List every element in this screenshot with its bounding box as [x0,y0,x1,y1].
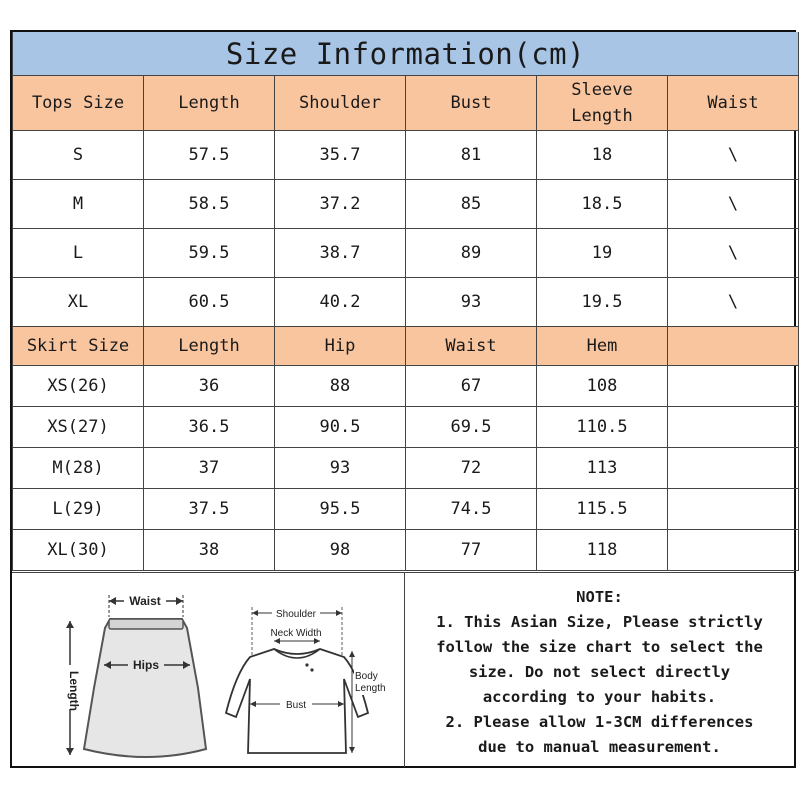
table-cell: 93 [275,448,406,489]
skirt-diagram [62,593,206,757]
table-cell: M(28) [13,448,144,489]
header-sleeve-line-1: Sleeve [571,80,633,100]
table-cell: 88 [275,366,406,407]
table-row [13,229,799,278]
table-cell: 93 [406,278,537,327]
table-cell: 81 [406,131,537,180]
measurement-diagram [12,573,404,767]
skirt-waistband [109,619,183,629]
table-cell: 108 [537,366,668,407]
top-body-label: Body [355,671,378,682]
note-panel [405,573,794,767]
table-cell: S [13,131,144,180]
table-cell: 35.7 [275,131,406,180]
table-row [13,366,799,407]
table-row [13,180,799,229]
table-cell: 67 [406,366,537,407]
skirt-waist-label: Waist [129,594,161,608]
table-cell: 72 [406,448,537,489]
table-cell: \ [668,229,799,278]
header-shoulder: Shoulder [275,76,406,131]
table-cell: L(29) [13,489,144,530]
table-cell: 37.5 [144,489,275,530]
header-waist: Waist [668,76,799,131]
bottom-section [12,572,794,767]
table-cell: 38.7 [275,229,406,278]
table-cell: 74.5 [406,489,537,530]
table-cell: 18 [537,131,668,180]
note-line: 2. Please allow 1-3CM differences [445,713,754,731]
skirt-shape [84,619,206,757]
size-chart [10,30,796,768]
table-row [13,448,799,489]
top-shoulder-label: Shoulder [275,609,317,620]
top-neck-label: Neck Width [270,628,322,639]
measurement-illustrations [12,573,405,767]
table-cell: \ [668,278,799,327]
skirt-header-row [13,327,799,366]
top-bust-label: Bust [285,700,307,711]
table-cell: 110.5 [537,407,668,448]
table-cell: 77 [406,530,537,571]
note-line: size. Do not select directly [468,663,731,681]
table-cell: 60.5 [144,278,275,327]
skirt-length-label: Length [67,671,81,711]
table-cell: 89 [406,229,537,278]
table-cell: 85 [406,180,537,229]
chart-title: Size Information(cm) [13,32,799,76]
table-cell: 40.2 [275,278,406,327]
table-cell: 57.5 [144,131,275,180]
table-cell [668,489,799,530]
table-cell: 95.5 [275,489,406,530]
table-cell: 115.5 [537,489,668,530]
header-empty [668,327,799,366]
table-cell: M [13,180,144,229]
table-row [13,489,799,530]
table-row [13,407,799,448]
table-cell: 37.2 [275,180,406,229]
table-cell [668,530,799,571]
table-cell: 98 [275,530,406,571]
table-cell: 36 [144,366,275,407]
table-cell: 58.5 [144,180,275,229]
table-cell: L [13,229,144,278]
tops-header-row [13,76,799,131]
table-cell: XS(27) [13,407,144,448]
note-line: due to manual measurement. [478,738,721,756]
top-diagram [226,606,390,753]
table-cell: 36.5 [144,407,275,448]
header-length: Length [144,327,275,366]
table-cell: 18.5 [537,180,668,229]
table-cell: 38 [144,530,275,571]
skirt-hips-label: Hips [132,658,160,672]
table-cell: 19.5 [537,278,668,327]
table-cell: 118 [537,530,668,571]
table-row [13,530,799,571]
table-cell: 69.5 [406,407,537,448]
table-row [13,278,799,327]
header-sleeve-line-2: Length [571,106,633,126]
header-hip: Hip [275,327,406,366]
table-cell: XS(26) [13,366,144,407]
header-skirt-size: Skirt Size [13,327,144,366]
table-row [13,131,799,180]
header-waist: Waist [406,327,537,366]
note-title: NOTE: [576,588,623,606]
table-cell [668,407,799,448]
note-line: 1. This Asian Size, Please strictly [436,613,763,631]
note-line: follow the size chart to select the [436,638,763,656]
table-cell [668,366,799,407]
header-sleeve-length [537,76,668,131]
table-cell: 59.5 [144,229,275,278]
table-cell: XL [13,278,144,327]
table-cell: 90.5 [275,407,406,448]
table-cell: 113 [537,448,668,489]
note-line: according to your habits. [482,688,717,706]
header-bust: Bust [406,76,537,131]
header-length: Length [144,76,275,131]
table-cell: \ [668,131,799,180]
table-cell: 37 [144,448,275,489]
table-cell: \ [668,180,799,229]
table-cell: 19 [537,229,668,278]
top-length-label: Length [355,683,386,694]
table-cell: XL(30) [13,530,144,571]
size-table [12,32,799,571]
header-tops-size: Tops Size [13,76,144,131]
header-hem: Hem [537,327,668,366]
table-cell [668,448,799,489]
